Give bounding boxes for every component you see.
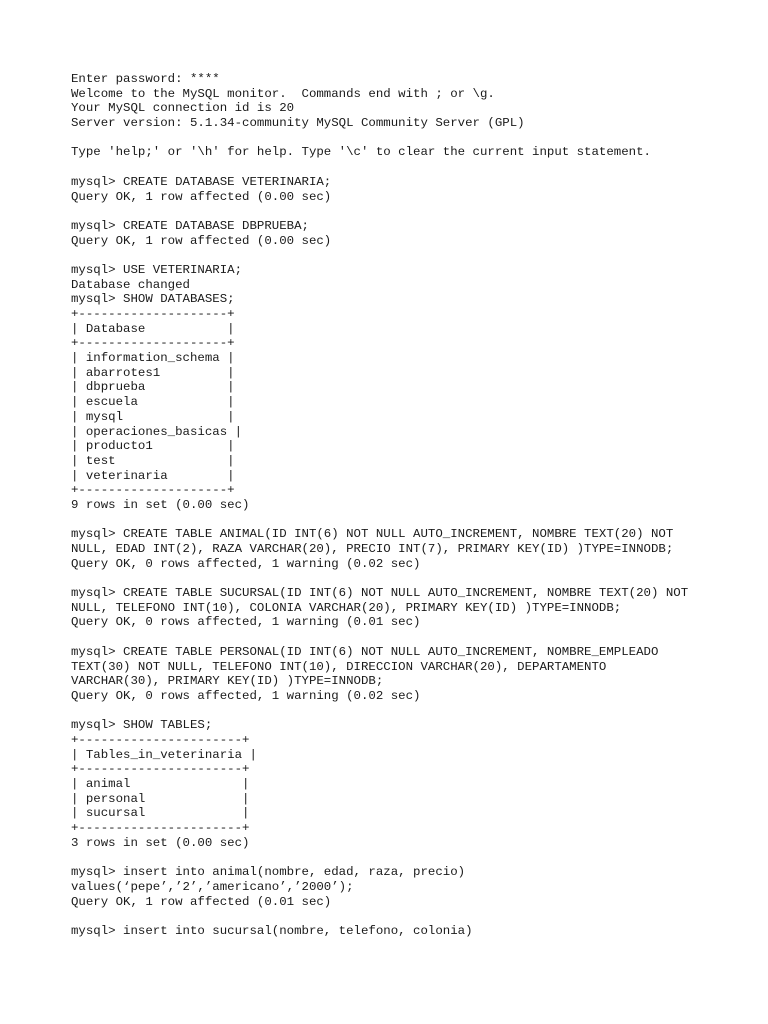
transcript-line: NULL, TELEFONO INT(10), COLONIA VARCHAR(20), PRIMARY KEY(ID) )TYPE=INNODB; xyxy=(71,600,622,615)
blank-line xyxy=(71,160,751,175)
transcript-line: | mysql | xyxy=(71,409,235,424)
transcript-line: | Tables_in_veterinaria | xyxy=(71,747,257,762)
transcript-line: +--------------------+ xyxy=(71,483,235,498)
transcript-line: | sucursal | xyxy=(71,806,250,821)
transcript-line: | test | xyxy=(71,453,235,468)
blank-line xyxy=(71,204,751,219)
transcript-line: +----------------------+ xyxy=(71,762,250,777)
transcript-line: TEXT(30) NOT NULL, TELEFONO INT(10), DIRECCION VARCHAR(20), DEPARTAMENTO xyxy=(71,659,607,674)
transcript-line: mysql> CREATE DATABASE DBPRUEBA; xyxy=(71,218,309,233)
transcript-line: | Database | xyxy=(71,321,235,336)
transcript-line: mysql> CREATE TABLE SUCURSAL(ID INT(6) NOT NULL AUTO_INCREMENT, NOMBRE TEXT(20) NOT xyxy=(71,586,689,601)
transcript-line: +----------------------+ xyxy=(71,732,250,747)
transcript-line: 3 rows in set (0.00 sec) xyxy=(71,835,250,850)
transcript-line: 9 rows in set (0.00 sec) xyxy=(71,497,250,512)
blank-line xyxy=(71,513,751,528)
blank-line xyxy=(71,909,751,924)
transcript-line: Database changed xyxy=(71,277,190,292)
blank-line xyxy=(71,630,751,645)
blank-line xyxy=(71,131,751,146)
transcript-line: | animal | xyxy=(71,777,250,791)
transcript-line: values(‘pepe’,’2’,’americano’,’2000’); xyxy=(71,879,354,894)
transcript-line: | veterinaria | xyxy=(71,468,235,483)
transcript-line: mysql> SHOW TABLES; xyxy=(71,718,213,733)
transcript-line: Type 'help;' or '\h' for help. Type '\c' to clear the current input statement. xyxy=(71,145,651,160)
transcript-line: mysql> CREATE DATABASE VETERINARIA; xyxy=(71,174,332,189)
transcript-line: | information_schema | xyxy=(71,351,235,366)
transcript-line: Query OK, 1 row affected (0.00 sec) xyxy=(71,233,332,248)
transcript-line: | abarrotes1 | xyxy=(71,365,235,380)
transcript-line: Enter password: **** xyxy=(71,72,220,86)
transcript-line: | personal | xyxy=(71,791,250,806)
transcript-line: +--------------------+ xyxy=(71,307,235,321)
blank-line xyxy=(71,571,751,586)
transcript-line: mysql> insert into animal(nombre, edad, raza, precio) xyxy=(71,865,466,880)
transcript-line: mysql> CREATE TABLE PERSONAL(ID INT(6) NOT NULL AUTO_INCREMENT, NOMBRE_EMPLEADO xyxy=(71,644,659,659)
transcript-line: | producto1 | xyxy=(71,439,235,454)
blank-line xyxy=(71,850,751,865)
transcript-line: +----------------------+ xyxy=(71,821,250,836)
transcript-line: mysql> CREATE TABLE ANIMAL(ID INT(6) NOT NULL AUTO_INCREMENT, NOMBRE TEXT(20) NOT xyxy=(71,527,674,542)
transcript-line: Query OK, 0 rows affected, 1 warning (0.01 sec) xyxy=(71,615,421,630)
transcript-line: mysql> USE VETERINARIA; xyxy=(71,262,243,277)
blank-line xyxy=(71,704,751,719)
transcript-line: Query OK, 0 rows affected, 1 warning (0.02 sec) xyxy=(71,688,421,703)
transcript-line: | escuela | xyxy=(71,395,235,410)
terminal-transcript xyxy=(71,72,751,939)
transcript-line: | operaciones_basicas | xyxy=(71,424,243,439)
transcript-line: Welcome to the MySQL monitor. Commands end with ; or \g. xyxy=(71,86,495,101)
transcript-line: +--------------------+ xyxy=(71,336,235,351)
transcript-line: Query OK, 0 rows affected, 1 warning (0.02 sec) xyxy=(71,556,421,571)
blank-line xyxy=(71,248,751,263)
transcript-line: | dbprueba | xyxy=(71,380,235,395)
transcript-line: VARCHAR(30), PRIMARY KEY(ID) )TYPE=INNODB; xyxy=(71,674,384,689)
transcript-line: NULL, EDAD INT(2), RAZA VARCHAR(20), PRECIO INT(7), PRIMARY KEY(ID) )TYPE=INNODB; xyxy=(71,542,674,556)
transcript-line: mysql> SHOW DATABASES; xyxy=(71,292,235,307)
transcript-line: Server version: 5.1.34-community MySQL Community Server (GPL) xyxy=(71,116,525,131)
transcript-line: Query OK, 1 row affected (0.01 sec) xyxy=(71,894,332,909)
transcript-line: mysql> insert into sucursal(nombre, telefono, colonia) xyxy=(71,923,473,938)
transcript-line: Your MySQL connection id is 20 xyxy=(71,101,295,116)
transcript-line: Query OK, 1 row affected (0.00 sec) xyxy=(71,189,332,204)
